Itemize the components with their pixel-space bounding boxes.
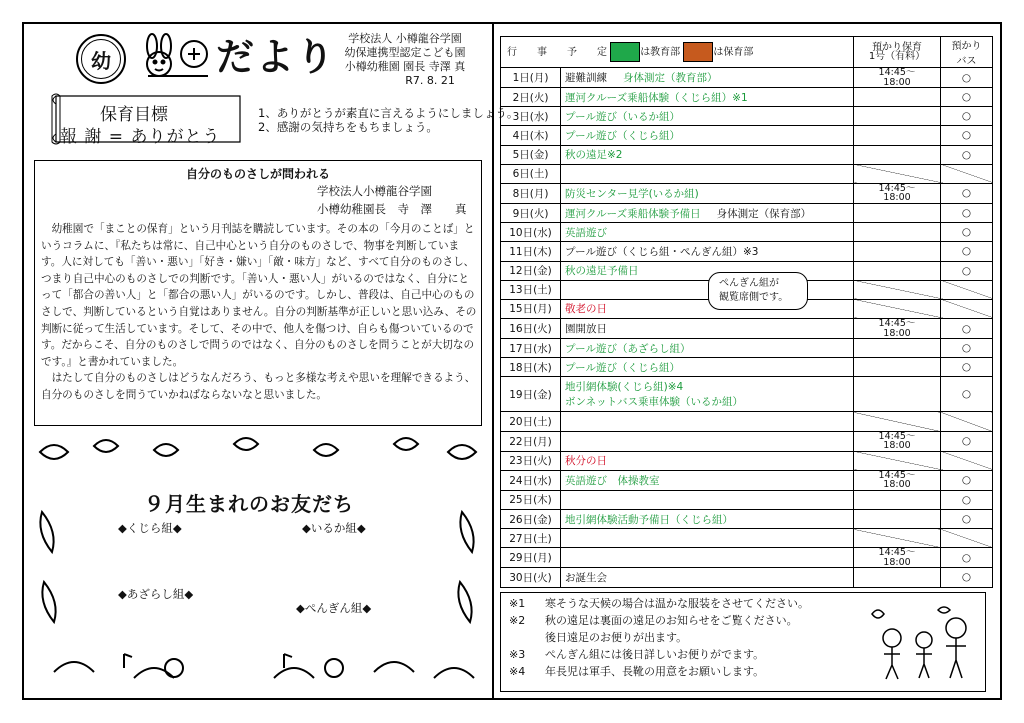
- row-date: 10日(水): [501, 223, 561, 242]
- bus-header: 預かり バス: [941, 37, 993, 68]
- row-date: 16日(火): [501, 319, 561, 339]
- mascot-illustration: [134, 32, 214, 82]
- row-childcare: [854, 203, 941, 222]
- row-date: 13日(土): [501, 280, 561, 299]
- schedule-row: [501, 490, 993, 509]
- row-childcare: [854, 88, 941, 107]
- row-event: [561, 68, 854, 88]
- row-date: 8日(月): [501, 183, 561, 203]
- note-text: 寒そうな天候の場合は温かな服装をさせてください。: [545, 597, 809, 610]
- legend-care-swatch: [683, 42, 713, 62]
- row-bus: [941, 412, 993, 431]
- event-text: 秋の遠足予備日: [565, 265, 639, 278]
- event-text: プール遊び（くじら組）: [565, 361, 680, 374]
- legend-care-label: は保育部: [713, 47, 754, 58]
- row-childcare: [854, 529, 941, 548]
- event-text: プール遊び（あざらし組）: [565, 342, 691, 355]
- row-childcare: 14:45〜 18:00: [854, 431, 941, 451]
- row-bus: ○: [941, 548, 993, 568]
- row-date: 12日(金): [501, 261, 561, 280]
- schedule-row: [501, 358, 993, 377]
- row-bus: [941, 451, 993, 470]
- legend-edu-swatch: [610, 42, 640, 62]
- event-text: 地引網体験活動予備日（くじら組）: [565, 513, 733, 526]
- schedule-row: [501, 203, 993, 222]
- row-date: 19日(金): [501, 377, 561, 412]
- row-event: [561, 358, 854, 377]
- row-bus: ○: [941, 68, 993, 88]
- schedule-row: [501, 183, 993, 203]
- row-bus: ○: [941, 107, 993, 126]
- event-text: プール遊び（くじら組・ぺんぎん組）※3: [565, 245, 759, 258]
- goal-label: 保育目標: [100, 105, 168, 125]
- row-date: 24日(水): [501, 470, 561, 490]
- row-childcare: 14:45〜 18:00: [854, 183, 941, 203]
- note-key: [509, 629, 545, 646]
- row-bus: ○: [941, 339, 993, 358]
- principal-essay: [34, 160, 482, 426]
- row-event: [561, 88, 854, 107]
- row-childcare: [854, 145, 941, 164]
- row-event: [561, 107, 854, 126]
- class-azarashi: ◆あざらし組◆: [118, 587, 194, 601]
- schedule-row: [501, 529, 993, 548]
- row-event: [561, 183, 854, 203]
- schedule-row: [501, 548, 993, 568]
- row-bus: ○: [941, 319, 993, 339]
- row-date: 9日(火): [501, 203, 561, 222]
- row-bus: ○: [941, 510, 993, 529]
- row-childcare: [854, 299, 941, 318]
- birthday-leaf-border: [34, 432, 482, 694]
- school-info: [330, 32, 480, 88]
- row-bus: ○: [941, 242, 993, 261]
- event-text: 英語遊び: [565, 226, 607, 239]
- schedule-row: [501, 68, 993, 88]
- schedule-row: [501, 223, 993, 242]
- row-childcare: 14:45〜 18:00: [854, 548, 941, 568]
- row-childcare: [854, 339, 941, 358]
- note-key: ※4: [509, 665, 526, 678]
- row-event: [561, 431, 854, 451]
- row-event: [561, 568, 854, 587]
- row-childcare: 14:45〜 18:00: [854, 319, 941, 339]
- issue-date: R7. 8. 21: [405, 74, 455, 87]
- row-bus: ○: [941, 183, 993, 203]
- schedule-row: [501, 319, 993, 339]
- event-text: 防災センター見学(いるか組): [565, 187, 699, 200]
- row-event: [561, 223, 854, 242]
- row-childcare: [854, 242, 941, 261]
- row-bus: ○: [941, 431, 993, 451]
- row-date: 3日(水): [501, 107, 561, 126]
- goal-motto: 報 謝 = ありがとう: [60, 127, 221, 147]
- row-date: 1日(月): [501, 68, 561, 88]
- note-key: ※3: [509, 648, 526, 661]
- row-event: [561, 548, 854, 568]
- row-bus: ○: [941, 223, 993, 242]
- row-bus: ○: [941, 358, 993, 377]
- schedule-row: [501, 510, 993, 529]
- row-childcare: [854, 568, 941, 587]
- schedule-row: [501, 412, 993, 431]
- event-text: 敬老の日: [565, 303, 607, 316]
- event-text: 地引網体験(くじら組)※4: [565, 381, 684, 394]
- event-text: 園開放日: [565, 323, 607, 336]
- event-text: プール遊び（くじら組）: [565, 129, 680, 142]
- row-childcare: [854, 126, 941, 145]
- schedule-row: [501, 164, 993, 183]
- row-date: 30日(火): [501, 568, 561, 587]
- event-text: プール遊び（いるか組）: [565, 110, 680, 123]
- event-text: 秋の遠足※2: [565, 149, 623, 162]
- event-text: 英語遊び 体操教室: [565, 474, 660, 487]
- row-date: 27日(土): [501, 529, 561, 548]
- row-childcare: 14:45〜 18:00: [854, 68, 941, 88]
- row-bus: [941, 529, 993, 548]
- row-date: 11日(木): [501, 242, 561, 261]
- row-bus: ○: [941, 145, 993, 164]
- essay-paragraph: 幼稚園で「まことの保育」という月刊誌を購読しています。その本の「今月のことば」というコラムに、『私たちは常に、自己中心という自分のものさしで、物事を判断しています。人に対しても「善い・悪い」「好き・嫌い」「敵・味方」など、すべて自分のものさし、つまり自己中心のものさしでの判断です。「善い人・悪い人」がいるのではなく、自分にとって「都合の善い人」と「都合の悪い人」がいるのです。しかし、普段は、自己中心のものさしで、判断しているという自覚はありません。自分の判断基準が正しいと思い込み、その判断に従って生活しています。そして、その中で、他人を傷つけ、自らも傷ついているのです。だからこそ、自分のものさしで問うのではなく、自分のものさしを問うことが大切なのです。』と書かれていました。: [41, 223, 477, 368]
- schedule-row: [501, 377, 993, 412]
- row-childcare: [854, 261, 941, 280]
- row-event: [561, 451, 854, 470]
- goal-item: 1、ありがとうが素直に言えるようにしましょう。: [258, 106, 519, 120]
- essay-author-name: 小樽幼稚園長 寺 澤 真: [317, 202, 467, 216]
- schedule-header-row: [501, 37, 993, 68]
- row-childcare: 14:45〜 18:00: [854, 470, 941, 490]
- row-childcare: [854, 412, 941, 431]
- row-event: [561, 203, 854, 222]
- row-event: [561, 339, 854, 358]
- essay-paragraph: はたして自分のものさしはどうなんだろう、もっと多様な考えや思いを理解できるよう、自分のものさしを問うていかねばならないなと思いました。: [41, 372, 476, 401]
- schedule-row: [501, 339, 993, 358]
- schedule-row: [501, 88, 993, 107]
- row-childcare: [854, 510, 941, 529]
- row-childcare: [854, 164, 941, 183]
- row-date: 17日(水): [501, 339, 561, 358]
- essay-body: [41, 221, 479, 404]
- schedule-title-cell: [501, 37, 854, 68]
- row-date: 6日(土): [501, 164, 561, 183]
- row-childcare: [854, 280, 941, 299]
- row-bus: [941, 299, 993, 318]
- row-event: [561, 529, 854, 548]
- row-event: [561, 377, 854, 412]
- row-childcare: [854, 377, 941, 412]
- birthday-title: ９月生まれのお友だち: [144, 492, 354, 516]
- schedule-row: [501, 568, 993, 587]
- schedule-row: [501, 431, 993, 451]
- row-bus: ○: [941, 377, 993, 412]
- row-date: 22日(月): [501, 431, 561, 451]
- row-childcare: [854, 490, 941, 509]
- school-line-1: 学校法人 小樽龍谷学園: [348, 32, 462, 45]
- row-childcare: [854, 358, 941, 377]
- row-event: [561, 126, 854, 145]
- penguin-callout: ぺんぎん組が 観覧席側です。: [708, 272, 808, 310]
- row-bus: ○: [941, 203, 993, 222]
- row-bus: ○: [941, 88, 993, 107]
- event-text: お誕生会: [565, 571, 607, 584]
- row-date: 4日(木): [501, 126, 561, 145]
- row-date: 2日(火): [501, 88, 561, 107]
- event-text: 運河クルーズ乗船体験予備日: [565, 207, 701, 220]
- goal-item: 2、感謝の気持ちをもちましょう。: [258, 120, 438, 134]
- school-line-3: 小樽幼稚園 園長 寺澤 真: [344, 60, 466, 73]
- note-text: 後日遠足のお便りが出ます。: [545, 631, 688, 644]
- row-date: 23日(火): [501, 451, 561, 470]
- school-line-2: 幼保連携型認定こども園: [344, 46, 466, 59]
- class-kujira: ◆くじら組◆: [118, 521, 182, 535]
- newsletter-title: だより: [216, 35, 337, 79]
- row-childcare: [854, 451, 941, 470]
- schedule-row: [501, 451, 993, 470]
- row-childcare: [854, 107, 941, 126]
- row-bus: [941, 280, 993, 299]
- row-bus: ○: [941, 470, 993, 490]
- event-text-2: 身体測定（教育部）: [623, 72, 718, 84]
- event-text: 避難訓練: [565, 72, 607, 84]
- row-date: 18日(木): [501, 358, 561, 377]
- event-text-2: ボンネットバス乗車体験（いるか組）: [565, 396, 743, 409]
- row-date: 25日(木): [501, 490, 561, 509]
- row-date: 20日(土): [501, 412, 561, 431]
- note-text: 秋の遠足は裏面の遠足のお知らせをご覧ください。: [545, 614, 798, 627]
- note-key: ※1: [509, 597, 526, 610]
- row-event: [561, 490, 854, 509]
- row-date: 26日(金): [501, 510, 561, 529]
- class-iruka: ◆いるか組◆: [302, 521, 366, 535]
- class-pengin: ◆ぺんぎん組◆: [296, 601, 372, 615]
- note-text: ぺんぎん組には後日詳しいお便りがでます。: [545, 648, 765, 661]
- schedule-row: [501, 470, 993, 490]
- row-event: [561, 280, 854, 299]
- row-date: 29日(月): [501, 548, 561, 568]
- children-walking-illustration: [868, 604, 978, 688]
- row-event: [561, 412, 854, 431]
- row-event: [561, 470, 854, 490]
- row-event: [561, 164, 854, 183]
- row-event: [561, 145, 854, 164]
- row-event: [561, 242, 854, 261]
- row-bus: ○: [941, 261, 993, 280]
- row-event: [561, 299, 854, 318]
- row-bus: ○: [941, 126, 993, 145]
- kindergarten-logo: 幼: [76, 34, 126, 84]
- childcare-header: 預かり保育 1号（有料）: [854, 37, 941, 68]
- schedule-title: 行 事 予 定: [507, 47, 607, 58]
- row-event: [561, 261, 854, 280]
- note-text: 年長児は軍手、長靴の用意をお願いします。: [545, 665, 765, 678]
- legend-edu-label: は教育部: [640, 47, 681, 58]
- row-bus: ○: [941, 568, 993, 587]
- row-date: 15日(月): [501, 299, 561, 318]
- row-event: [561, 510, 854, 529]
- essay-title: 自分のものさしが問われる: [185, 167, 330, 181]
- row-bus: [941, 164, 993, 183]
- note-key: ※2: [509, 614, 526, 627]
- event-text: 運河クルーズ乗船体験（くじら組）※1: [565, 91, 748, 104]
- row-childcare: [854, 223, 941, 242]
- essay-author-org: 学校法人小樽龍谷学園: [317, 184, 432, 198]
- schedule-row: [501, 145, 993, 164]
- event-text-2: 身体測定（保育部）: [716, 207, 812, 220]
- event-schedule-table: [500, 36, 993, 588]
- schedule-row: [501, 107, 993, 126]
- schedule-row: [501, 242, 993, 261]
- event-text: 秋分の日: [565, 455, 607, 468]
- row-event: [561, 319, 854, 339]
- schedule-row: [501, 126, 993, 145]
- goal-list: [258, 106, 518, 134]
- row-bus: ○: [941, 490, 993, 509]
- row-date: 5日(金): [501, 145, 561, 164]
